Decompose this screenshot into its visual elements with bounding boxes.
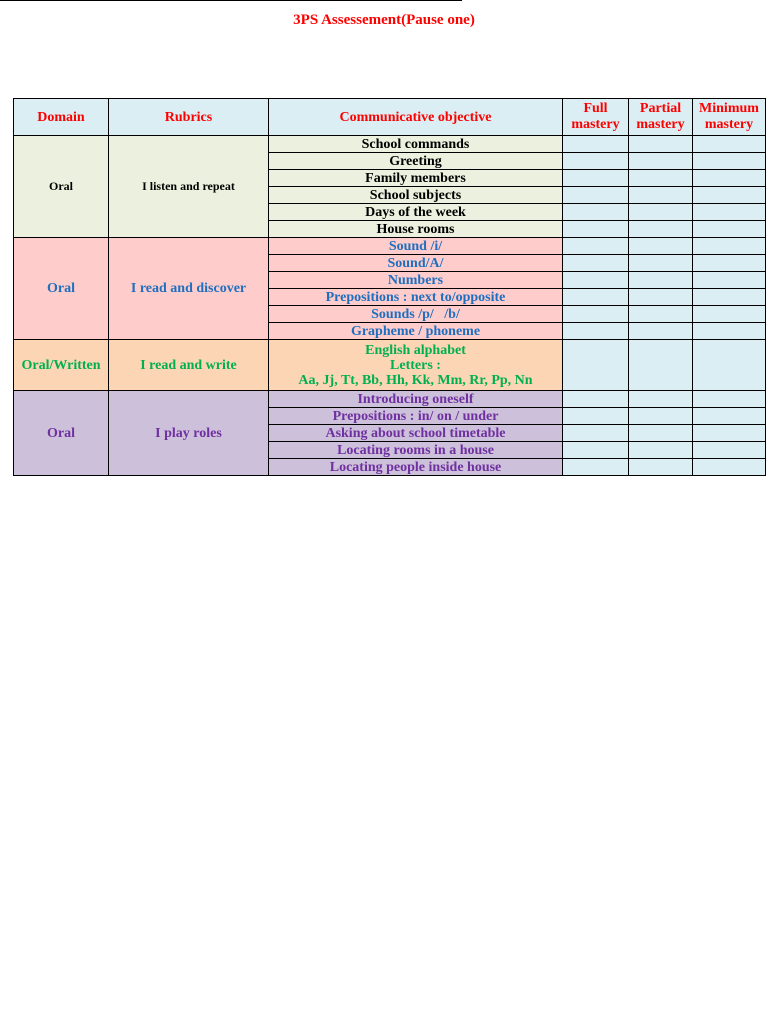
objective-cell: Asking about school timetable xyxy=(269,425,563,442)
minimum-mastery-cell[interactable] xyxy=(693,272,766,289)
objective-cell: Grapheme / phoneme xyxy=(269,323,563,340)
minimum-mastery-cell[interactable] xyxy=(693,408,766,425)
domain-cell: Oral/Written xyxy=(14,340,109,391)
full-mastery-cell[interactable] xyxy=(563,289,629,306)
group-listen-repeat xyxy=(14,136,766,238)
group-read-write xyxy=(14,340,766,391)
header-row xyxy=(14,99,766,136)
full-mastery-cell[interactable] xyxy=(563,136,629,153)
objective-cell: School commands xyxy=(269,136,563,153)
partial-mastery-cell[interactable] xyxy=(629,289,693,306)
minimum-mastery-cell[interactable] xyxy=(693,136,766,153)
partial-mastery-cell[interactable] xyxy=(629,442,693,459)
partial-mastery-cell[interactable] xyxy=(629,340,693,391)
minimum-mastery-cell[interactable] xyxy=(693,255,766,272)
partial-mastery-cell[interactable] xyxy=(629,272,693,289)
rubric-cell: I play roles xyxy=(109,391,269,476)
objective-cell: Sounds /p/ /b/ xyxy=(269,306,563,323)
header-partial-mastery: Partial mastery xyxy=(629,99,693,136)
full-mastery-cell[interactable] xyxy=(563,187,629,204)
minimum-mastery-cell[interactable] xyxy=(693,340,766,391)
partial-mastery-cell[interactable] xyxy=(629,136,693,153)
full-mastery-cell[interactable] xyxy=(563,340,629,391)
domain-cell: Oral xyxy=(14,238,109,340)
objective-cell: Prepositions : in/ on / under xyxy=(269,408,563,425)
objective-cell: Sound /i/ xyxy=(269,238,563,255)
objective-cell: House rooms xyxy=(269,221,563,238)
full-mastery-cell[interactable] xyxy=(563,221,629,238)
full-mastery-cell[interactable] xyxy=(563,306,629,323)
objective-cell: Locating people inside house xyxy=(269,459,563,476)
objective-cell: Prepositions : next to/opposite xyxy=(269,289,563,306)
full-mastery-cell[interactable] xyxy=(563,459,629,476)
header-rubrics: Rubrics xyxy=(109,99,269,136)
objective-cell: Locating rooms in a house xyxy=(269,442,563,459)
objective-line: English alphabet xyxy=(365,342,466,358)
rubric-cell: I read and write xyxy=(109,340,269,391)
minimum-mastery-cell[interactable] xyxy=(693,442,766,459)
objective-line: Letters : xyxy=(390,357,441,373)
table-row xyxy=(14,391,766,408)
objective-cell xyxy=(269,340,563,391)
full-mastery-cell[interactable] xyxy=(563,323,629,340)
full-mastery-cell[interactable] xyxy=(563,408,629,425)
header-minimum-mastery: Minimum mastery xyxy=(693,99,766,136)
domain-cell: Oral xyxy=(14,136,109,238)
minimum-mastery-cell[interactable] xyxy=(693,187,766,204)
assessment-table xyxy=(13,98,766,476)
rubric-cell: I listen and repeat xyxy=(109,136,269,238)
objective-line: Aa, Jj, Tt, Bb, Hh, Kk, Mm, Rr, Pp, Nn xyxy=(298,372,533,388)
objective-cell: Introducing oneself xyxy=(269,391,563,408)
partial-mastery-cell[interactable] xyxy=(629,238,693,255)
partial-mastery-cell[interactable] xyxy=(629,323,693,340)
table-row xyxy=(14,238,766,255)
objective-cell: Greeting xyxy=(269,153,563,170)
rubric-cell: I read and discover xyxy=(109,238,269,340)
partial-mastery-cell[interactable] xyxy=(629,170,693,187)
minimum-mastery-cell[interactable] xyxy=(693,238,766,255)
objective-cell: Family members xyxy=(269,170,563,187)
minimum-mastery-cell[interactable] xyxy=(693,170,766,187)
full-mastery-cell[interactable] xyxy=(563,272,629,289)
full-mastery-cell[interactable] xyxy=(563,204,629,221)
partial-mastery-cell[interactable] xyxy=(629,408,693,425)
partial-mastery-cell[interactable] xyxy=(629,204,693,221)
objective-cell: Numbers xyxy=(269,272,563,289)
minimum-mastery-cell[interactable] xyxy=(693,153,766,170)
partial-mastery-cell[interactable] xyxy=(629,255,693,272)
full-mastery-cell[interactable] xyxy=(563,391,629,408)
full-mastery-cell[interactable] xyxy=(563,425,629,442)
minimum-mastery-cell[interactable] xyxy=(693,221,766,238)
group-read-discover xyxy=(14,238,766,340)
partial-mastery-cell[interactable] xyxy=(629,391,693,408)
header-objective: Communicative objective xyxy=(269,99,563,136)
full-mastery-cell[interactable] xyxy=(563,238,629,255)
partial-mastery-cell[interactable] xyxy=(629,153,693,170)
partial-mastery-cell[interactable] xyxy=(629,425,693,442)
page-title: 3PS Assessement(Pause one) xyxy=(293,12,475,28)
objective-cell: Sound/A/ xyxy=(269,255,563,272)
table-row xyxy=(14,136,766,153)
partial-mastery-cell[interactable] xyxy=(629,187,693,204)
partial-mastery-cell[interactable] xyxy=(629,459,693,476)
domain-cell: Oral xyxy=(14,391,109,476)
minimum-mastery-cell[interactable] xyxy=(693,289,766,306)
full-mastery-cell[interactable] xyxy=(563,170,629,187)
minimum-mastery-cell[interactable] xyxy=(693,391,766,408)
minimum-mastery-cell[interactable] xyxy=(693,306,766,323)
objective-cell: Days of the week xyxy=(269,204,563,221)
header-full-mastery: Full mastery xyxy=(563,99,629,136)
full-mastery-cell[interactable] xyxy=(563,153,629,170)
top-rule xyxy=(0,0,462,1)
minimum-mastery-cell[interactable] xyxy=(693,425,766,442)
minimum-mastery-cell[interactable] xyxy=(693,204,766,221)
minimum-mastery-cell[interactable] xyxy=(693,459,766,476)
minimum-mastery-cell[interactable] xyxy=(693,323,766,340)
group-play-roles xyxy=(14,391,766,476)
partial-mastery-cell[interactable] xyxy=(629,221,693,238)
partial-mastery-cell[interactable] xyxy=(629,306,693,323)
full-mastery-cell[interactable] xyxy=(563,255,629,272)
table-row xyxy=(14,340,766,391)
header-domain: Domain xyxy=(14,99,109,136)
full-mastery-cell[interactable] xyxy=(563,442,629,459)
objective-cell: School subjects xyxy=(269,187,563,204)
